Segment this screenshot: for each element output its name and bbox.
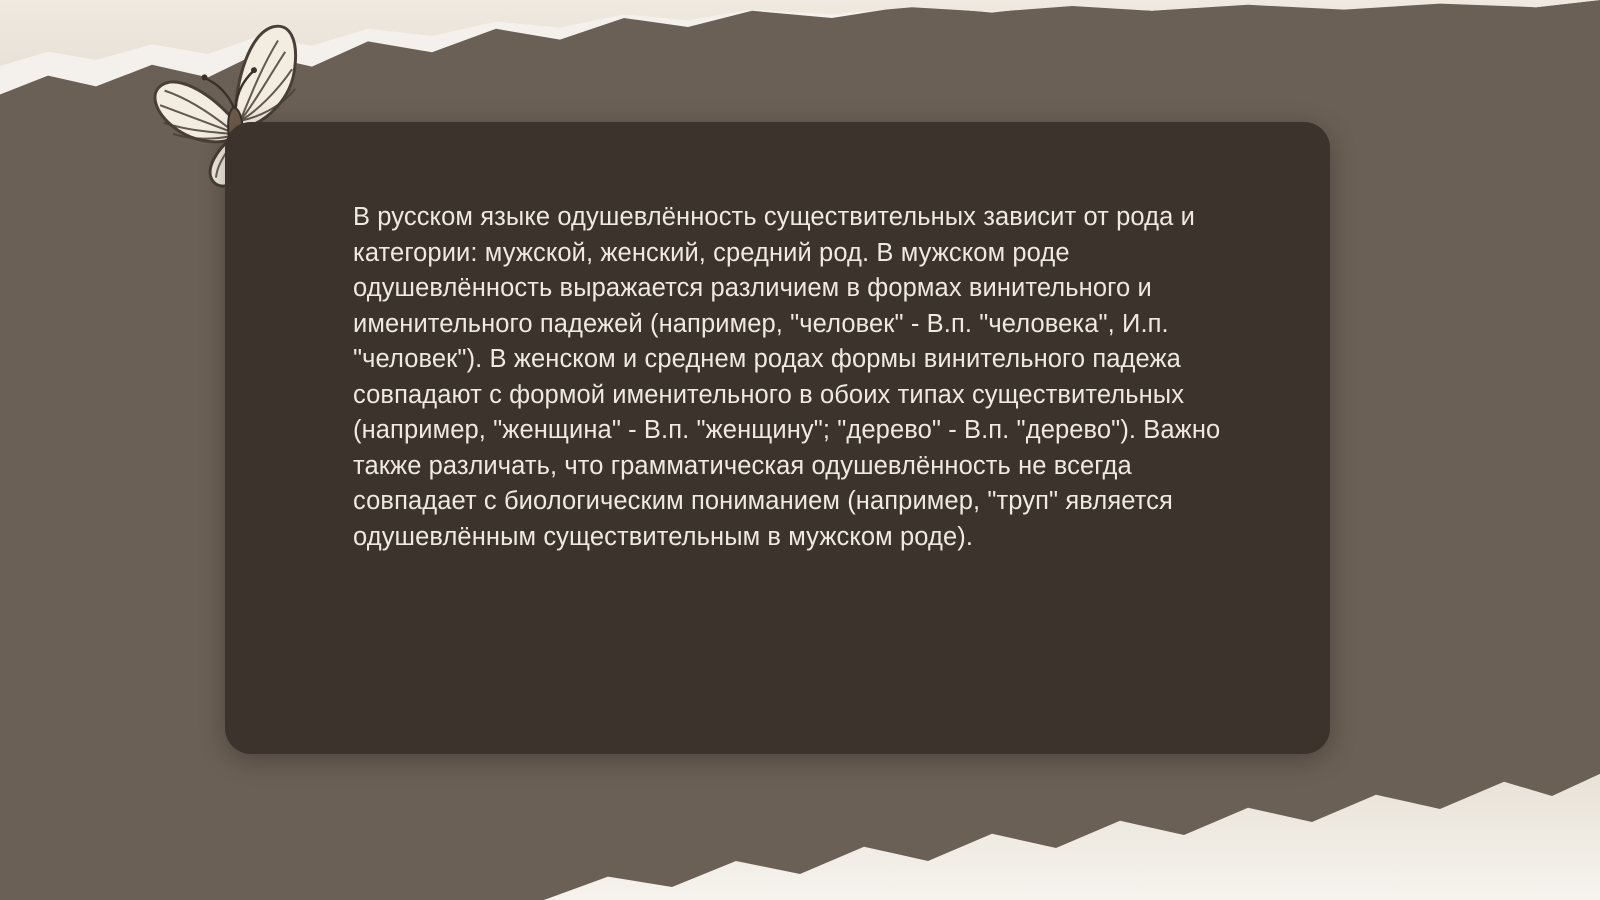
content-card [225,122,1330,754]
card-body-text: В русском языке одушевлённость существительных зависит от рода и категории: мужской, женский, средний род. В мужском роде одушевлённость выражается различием в формах винительного и именительного падежей (например, "человек" - В.п. "человека", И.п. "человек"). В женском и среднем родах формы винительного падежа совпадают с формой именительного в обоих типах существительных (например, "женщина" - В.п. "женщину"; "дерево" - В.п. "дерево"). Важно также различать, что грамматическая одушевлённость не всегда совпадает с биологическим пониманием (например, "труп" является одушевлённым существительным в мужском роде). [353,203,1228,551]
